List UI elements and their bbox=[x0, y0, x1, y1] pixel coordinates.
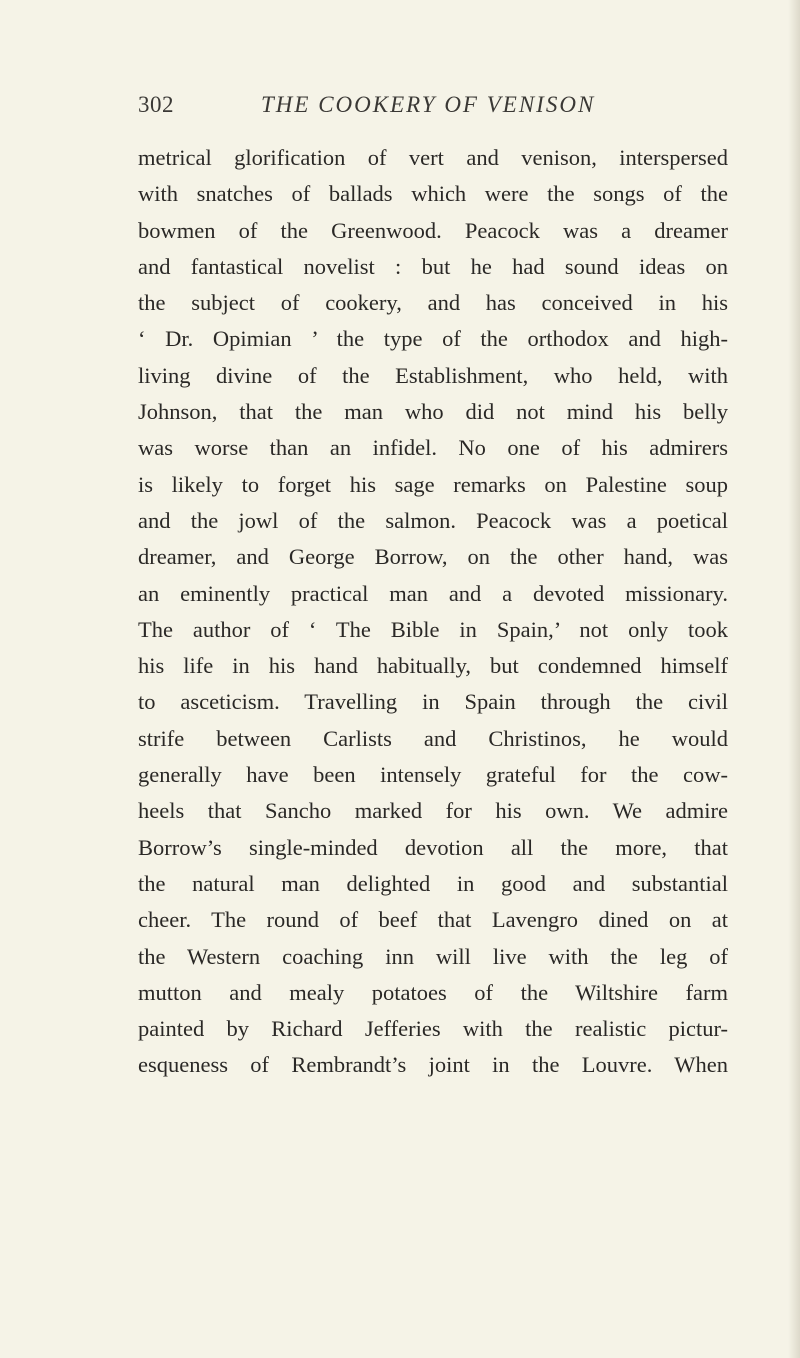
text-line: the natural man delighted in good and substantial bbox=[138, 870, 728, 896]
text-line: bowmen of the Greenwood. Peacock was a dreamer bbox=[138, 217, 728, 243]
text-line: his life in his hand habitually, but condemned himself bbox=[138, 653, 728, 679]
text-line: and the jowl of the salmon. Peacock was a poetical bbox=[138, 507, 728, 533]
text-line: strife between Carlists and Christinos, he would bbox=[138, 725, 728, 751]
text-line: the subject of cookery, and has conceived in his bbox=[138, 290, 728, 316]
text-line: was worse than an infidel. No one of his admirers bbox=[138, 435, 728, 461]
text-line: ‘ Dr. Opimian ’ the type of the orthodox and high- bbox=[138, 326, 728, 352]
page-edge-shadow bbox=[788, 0, 800, 1358]
text-line: Johnson, that the man who did not mind his belly bbox=[138, 399, 728, 425]
text-line: esqueness of Rembrandt’s joint in the Louvre. When bbox=[138, 1052, 728, 1078]
text-line: and fantastical novelist : but he had sound ideas on bbox=[138, 253, 728, 279]
text-line: generally have been intensely grateful for the cow- bbox=[138, 762, 728, 788]
text-line: heels that Sancho marked for his own. We admire bbox=[138, 798, 728, 824]
running-title: THE COOKERY OF VENISON bbox=[261, 92, 596, 117]
text-line: metrical glorification of vert and venison, interspersed bbox=[138, 145, 728, 170]
text-line: living divine of the Establishment, who held, with bbox=[138, 362, 728, 388]
text-line: the Western coaching inn will live with the leg of bbox=[138, 943, 728, 969]
page-number: 302 bbox=[138, 92, 174, 117]
text-line: is likely to forget his sage remarks on Palestine soup bbox=[138, 471, 728, 497]
text-line: mutton and mealy potatoes of the Wiltshire farm bbox=[138, 979, 728, 1005]
text-line: The author of ‘ The Bible in Spain,’ not only took bbox=[138, 616, 728, 642]
running-head bbox=[138, 92, 728, 128]
body-text bbox=[138, 140, 728, 1084]
text-line: an eminently practical man and a devoted missionary. bbox=[138, 580, 728, 606]
text-line: dreamer, and George Borrow, on the other hand, was bbox=[138, 544, 728, 570]
text-line: Borrow’s single-minded devotion all the more, that bbox=[138, 834, 728, 860]
text-line: with snatches of ballads which were the songs of the bbox=[138, 181, 728, 207]
text-line: cheer. The round of beef that Lavengro dined on at bbox=[138, 907, 728, 933]
text-line: to asceticism. Travelling in Spain through the civil bbox=[138, 689, 728, 715]
text-line: painted by Richard Jefferies with the realistic pictur- bbox=[138, 1016, 728, 1042]
